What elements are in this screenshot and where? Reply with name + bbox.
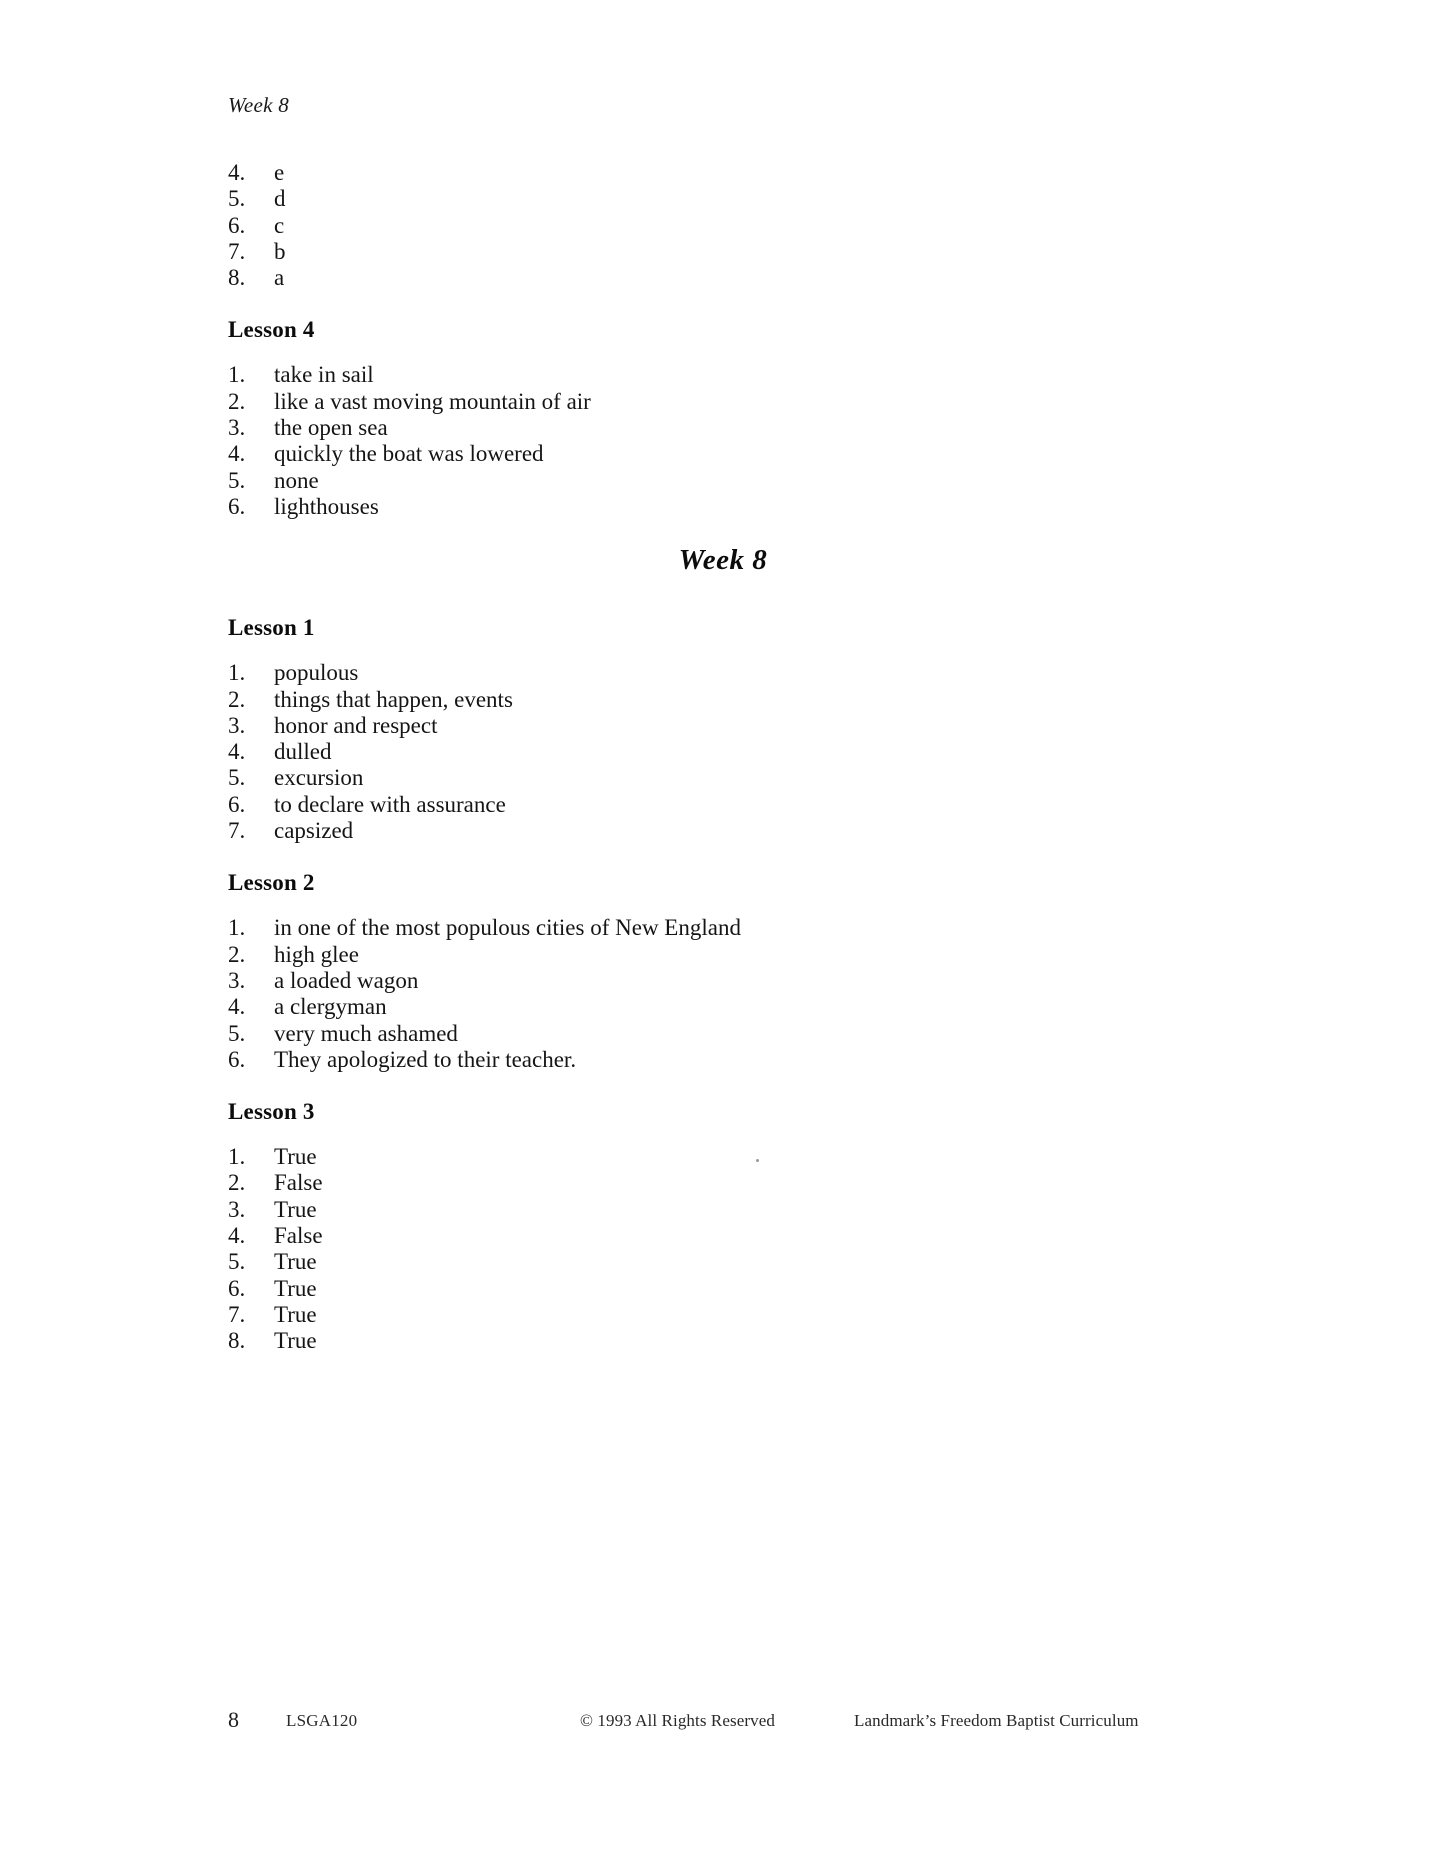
answer-item [228,660,1218,686]
answer-item [228,687,1218,713]
answer-number: 7. [228,818,246,844]
spacer [228,641,1218,660]
answer-text: True [274,1275,317,1301]
answer-text: True [274,1196,317,1222]
answer-item [228,1302,1218,1328]
week-title: Week 8 [678,544,768,577]
answer-item [228,441,1218,467]
answer-text: True [274,1328,317,1354]
answer-item [228,213,1218,239]
answer-number: 2. [228,941,246,967]
answer-text: False [274,1223,323,1249]
scan-speck-artifact [756,1159,759,1162]
answer-item [228,915,1218,941]
answer-list-lesson-1 [228,660,1218,844]
answer-text: lighthouses [274,493,379,519]
spacer [228,343,1218,362]
answer-number: 4. [228,441,246,467]
answer-text: d [274,186,286,212]
running-head: Week 8 [228,93,290,117]
answer-number: 1. [228,915,246,941]
lesson-heading-lesson-4: Lesson 4 [228,317,315,343]
page-content [228,160,1218,1355]
spacer [228,291,1218,317]
answer-item [228,968,1218,994]
answer-item [228,1021,1218,1047]
answer-number: 8. [228,265,246,291]
answer-text: a loaded wagon [274,967,419,993]
answer-number: 2. [228,686,246,712]
answer-item [228,1223,1218,1249]
answer-text: They apologized to their teacher. [274,1046,577,1072]
answer-list-lesson-4 [228,362,1218,520]
answer-item [228,994,1218,1020]
spacer [228,1125,1218,1144]
answer-text: a [274,265,285,291]
answer-text: b [274,238,286,264]
answer-text: populous [274,660,359,686]
answer-text: capsized [274,818,354,844]
answer-item [228,792,1218,818]
answer-item [228,1197,1218,1223]
answer-text: none [274,467,319,493]
answer-text: a clergyman [274,994,387,1020]
answer-number: 8. [228,1328,246,1354]
answer-item [228,468,1218,494]
answer-item [228,186,1218,212]
answer-text: True [274,1249,317,1275]
answer-text: quickly the boat was lowered [274,441,544,467]
answer-item [228,239,1218,265]
answer-text: very much ashamed [274,1020,458,1046]
spacer [228,844,1218,870]
answer-item [228,415,1218,441]
answer-number: 4. [228,1223,246,1249]
answer-text: True [274,1144,317,1170]
answer-number: 4. [228,994,246,1020]
answer-list-continued [228,160,1218,291]
answer-number: 2. [228,388,246,414]
lesson-heading-lesson-2: Lesson 2 [228,870,315,896]
answer-item [228,713,1218,739]
answer-number: 3. [228,712,246,738]
answer-number: 4. [228,160,246,185]
answer-item [228,160,1218,186]
answer-number: 5. [228,1249,246,1275]
footer-page-number: 8 [228,1707,239,1732]
answer-item [228,1047,1218,1073]
page-footer [228,1707,1338,1737]
footer-publisher: Landmark’s Freedom Baptist Curriculum [854,1711,1139,1730]
answer-number: 6. [228,212,246,238]
spacer [228,577,1218,615]
answer-number: 6. [228,791,246,817]
answer-text: in one of the most populous cities of New England [274,915,741,941]
answer-number: 5. [228,765,246,791]
answer-text: e [274,160,285,185]
lesson-heading-lesson-1: Lesson 1 [228,615,315,641]
answer-item [228,942,1218,968]
answer-item [228,765,1218,791]
spacer [228,1073,1218,1099]
answer-number: 7. [228,238,246,264]
answer-item [228,1276,1218,1302]
answer-item [228,1170,1218,1196]
answer-number: 1. [228,362,246,388]
answer-text: True [274,1301,317,1327]
answer-text: to declare with assurance [274,791,506,817]
answer-number: 3. [228,967,246,993]
lesson-heading-lesson-3: Lesson 3 [228,1099,315,1125]
footer-product-code: LSGA120 [286,1711,358,1730]
answer-number: 6. [228,1046,246,1072]
answer-number: 7. [228,1301,246,1327]
answer-number: 5. [228,467,246,493]
answer-item [228,265,1218,291]
answer-number: 3. [228,415,246,441]
answer-text: dulled [274,739,332,765]
answer-text: high glee [274,941,359,967]
answer-text: False [274,1170,323,1196]
spacer [228,520,1218,544]
answer-item [228,1144,1218,1170]
answer-number: 6. [228,493,246,519]
answer-number: 2. [228,1170,246,1196]
answer-list-lesson-3 [228,1144,1218,1354]
spacer [228,896,1218,915]
answer-text: take in sail [274,362,374,388]
answer-item [228,362,1218,388]
answer-item [228,739,1218,765]
answer-text: honor and respect [274,712,438,738]
answer-item [228,1249,1218,1275]
answer-item [228,389,1218,415]
answer-number: 1. [228,660,246,686]
answer-list-lesson-2 [228,915,1218,1073]
answer-number: 4. [228,739,246,765]
footer-copyright: © 1993 All Rights Reserved [580,1711,775,1730]
answer-item [228,494,1218,520]
answer-text: excursion [274,765,364,791]
answer-text: the open sea [274,415,388,441]
answer-text: c [274,212,285,238]
answer-number: 5. [228,1020,246,1046]
answer-number: 5. [228,186,246,212]
answer-number: 6. [228,1275,246,1301]
answer-item [228,1328,1218,1354]
answer-number: 3. [228,1196,246,1222]
answer-text: things that happen, events [274,686,513,712]
answer-text: like a vast moving mountain of air [274,388,591,414]
answer-number: 1. [228,1144,246,1170]
answer-item [228,818,1218,844]
